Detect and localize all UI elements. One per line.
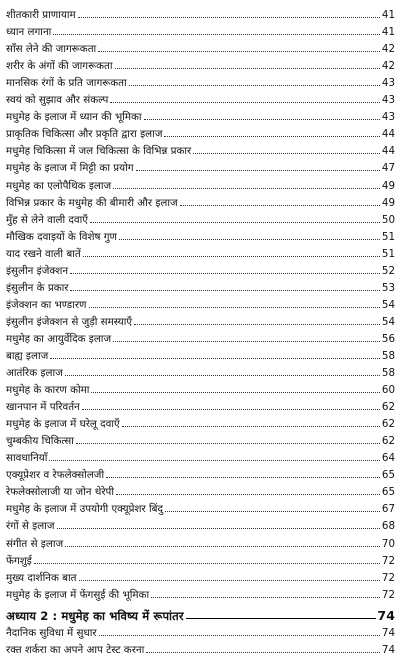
dot-leader bbox=[70, 273, 380, 274]
toc-entry bbox=[6, 345, 395, 362]
toc-entry bbox=[6, 226, 395, 243]
toc-entry-title: मधुमेह के इलाज में ध्यान की भूमिका bbox=[6, 111, 142, 124]
dot-leader bbox=[57, 528, 380, 529]
toc-entry bbox=[6, 362, 395, 379]
dot-leader bbox=[116, 494, 380, 495]
toc-entry bbox=[6, 243, 395, 260]
toc-entry-title: खानपान में परिवर्तन bbox=[6, 401, 80, 414]
toc-entry-title: ध्यान लगाना bbox=[6, 26, 52, 39]
toc-entry-title: मधुमेह का एलोपैथिक इलाज bbox=[6, 179, 112, 192]
toc-page-number: 42 bbox=[381, 60, 395, 73]
toc-entry bbox=[6, 379, 395, 396]
toc-entry-title: साँस लेने की जागरूकता bbox=[6, 43, 97, 56]
dot-leader bbox=[134, 324, 380, 325]
toc-page-number: 51 bbox=[381, 247, 395, 260]
dot-leader bbox=[90, 222, 380, 223]
toc-page-number: 52 bbox=[381, 264, 395, 277]
dot-leader bbox=[70, 290, 380, 291]
dot-leader bbox=[89, 307, 381, 308]
toc-entry-title: रक्त शर्करा का अपने आप टेस्ट करना bbox=[6, 643, 145, 656]
dot-leader bbox=[113, 188, 380, 189]
toc-entry bbox=[6, 55, 395, 72]
toc-entry bbox=[6, 4, 395, 21]
toc-entry-title: इंसुलीन के प्रकार bbox=[6, 281, 69, 294]
toc-entry bbox=[6, 464, 395, 481]
toc-entry-title: मधुमेह के इलाज में घरेलू दवाएँ bbox=[6, 418, 120, 431]
toc-entry bbox=[6, 413, 395, 430]
toc-entry bbox=[6, 311, 395, 328]
toc-page-number: 47 bbox=[381, 162, 395, 175]
toc-entry bbox=[6, 106, 395, 123]
toc-entry-title: इंसुलीन इंजेक्शन से जुड़ी समस्याएँ bbox=[6, 315, 133, 328]
toc-page-number: 49 bbox=[381, 196, 395, 209]
toc-page-number: 67 bbox=[381, 503, 395, 516]
dot-leader bbox=[180, 205, 380, 206]
dot-leader bbox=[151, 597, 380, 598]
toc-page-number: 54 bbox=[381, 298, 395, 311]
toc-entry-title: मधुमेह के इलाज में फेंगसुई की भूमिका bbox=[6, 588, 150, 601]
toc-entry bbox=[6, 396, 395, 413]
toc-page-number: 65 bbox=[381, 469, 395, 482]
toc-page-number: 62 bbox=[381, 435, 395, 448]
toc-entry-title: मधुमेह चिकित्सा में जल चिकित्सा के विभिन्न प्रकार bbox=[6, 145, 192, 158]
toc-page-number: 74 bbox=[381, 626, 395, 639]
toc-entry-title: शरीर के अंगों की जागरूकता bbox=[6, 60, 113, 73]
toc-page-number: 72 bbox=[381, 571, 395, 584]
toc-entry-title: इंजेक्शन का भण्डारण bbox=[6, 298, 87, 311]
toc-page-number: 44 bbox=[381, 128, 395, 141]
toc-entry-title: मधुमेह के इलाज में उपयोगी एक्यूप्रेशर बिंदु bbox=[6, 503, 164, 516]
toc-page-number: 43 bbox=[381, 77, 395, 90]
toc-page-number: 53 bbox=[381, 281, 395, 294]
toc-entry bbox=[6, 260, 395, 277]
toc-entry-title: फेंगशुई bbox=[6, 554, 32, 567]
toc-entry bbox=[6, 174, 395, 191]
toc-entry-title: विभिन्न प्रकार के मधुमेह की बीमारी और इलाज bbox=[6, 196, 178, 209]
dot-leader bbox=[165, 511, 380, 512]
toc-entry-title: रंगों से इलाज bbox=[6, 520, 55, 533]
dot-leader bbox=[129, 85, 380, 86]
toc-entry-title: मौखिक दवाइयों के विशेष गुण bbox=[6, 230, 117, 243]
dot-leader bbox=[122, 426, 380, 427]
toc-page-number: 43 bbox=[381, 111, 395, 124]
dot-leader bbox=[76, 443, 380, 444]
toc-entry bbox=[6, 38, 395, 55]
toc-entry-title: मानसिक रंगों के प्रति जागरूकता bbox=[6, 77, 127, 90]
toc-page-number: 43 bbox=[381, 94, 395, 107]
toc-entry-title: मधुमेह के कारण कोमा bbox=[6, 384, 90, 397]
dot-leader bbox=[110, 102, 380, 103]
dot-leader bbox=[136, 170, 380, 171]
toc-entry bbox=[6, 481, 395, 498]
dot-leader bbox=[53, 34, 380, 35]
dot-leader bbox=[99, 635, 380, 636]
toc-entry-title: याद रखने वाली बातें bbox=[6, 247, 81, 260]
toc-entry-title: मधुमेह के इलाज में मिट्टी का प्रयोग bbox=[6, 162, 134, 175]
toc-entry bbox=[6, 639, 395, 656]
toc-page-number: 41 bbox=[381, 26, 395, 39]
toc-entry bbox=[6, 584, 395, 601]
toc-page-number: 58 bbox=[381, 367, 395, 380]
dot-leader bbox=[146, 652, 380, 653]
toc-page-number: 74 bbox=[381, 643, 395, 656]
dot-leader bbox=[106, 477, 380, 478]
dot-leader bbox=[79, 580, 380, 581]
toc-entry bbox=[6, 140, 395, 157]
dot-leader bbox=[164, 136, 380, 137]
toc-entry bbox=[6, 157, 395, 174]
toc-entry-title: सावधानियाँ bbox=[6, 452, 48, 465]
toc-entry-title: नैदानिक सुविधा में सुधार bbox=[6, 626, 97, 639]
dot-leader bbox=[115, 68, 380, 69]
toc-entry bbox=[6, 123, 395, 140]
toc-page-number: 41 bbox=[381, 9, 395, 22]
dot-leader bbox=[144, 119, 380, 120]
toc-entry-title: इंसुलीन इंजेक्शन bbox=[6, 264, 69, 277]
toc-entry-title: मधुमेह का आयुर्वेदिक इलाज bbox=[6, 332, 112, 345]
toc-page-number: 72 bbox=[381, 554, 395, 567]
dot-leader bbox=[65, 546, 380, 547]
chapter-heading bbox=[6, 601, 395, 622]
toc-entry bbox=[6, 72, 395, 89]
toc-page-number: 58 bbox=[381, 349, 395, 362]
toc-page-number: 49 bbox=[381, 179, 395, 192]
dot-leader bbox=[186, 618, 377, 619]
toc-entry bbox=[6, 567, 395, 584]
toc-page-number: 50 bbox=[381, 213, 395, 226]
toc-entry-title: आतंरिक इलाज bbox=[6, 367, 63, 380]
toc-entry-title: एक्यूप्रेशर व रेफलेक्सोलजी bbox=[6, 469, 105, 482]
toc-page-number: 70 bbox=[381, 537, 395, 550]
toc-page-number: 54 bbox=[381, 315, 395, 328]
dot-leader bbox=[34, 563, 380, 564]
toc-page-number: 62 bbox=[381, 401, 395, 414]
dot-leader bbox=[65, 375, 380, 376]
toc-page-number: 74 bbox=[377, 607, 395, 623]
dot-leader bbox=[50, 358, 380, 359]
dot-leader bbox=[91, 392, 380, 393]
toc-page-number: 72 bbox=[381, 588, 395, 601]
toc-entry bbox=[6, 447, 395, 464]
dot-leader bbox=[193, 153, 380, 154]
toc-entry-title: रेफलेक्सोलाजी या जोन थेरेपी bbox=[6, 486, 115, 499]
toc-page-number: 44 bbox=[381, 145, 395, 158]
toc-entry-title: मुख्य दार्शनिक बात bbox=[6, 571, 77, 584]
toc-entry bbox=[6, 622, 395, 639]
dot-leader bbox=[78, 17, 380, 18]
toc-entry bbox=[6, 21, 395, 38]
toc-entry-title: स्वयं को सुझाव और संकल्प bbox=[6, 94, 109, 107]
toc-entry-title: प्राकृतिक चिकित्सा और प्रकृति द्वारा इलाज bbox=[6, 128, 163, 141]
toc-entry-title: अध्याय 2 : मधुमेह का भविष्य में रूपांतर bbox=[6, 608, 184, 623]
toc-entry-title: चुम्बकीय चिकित्सा bbox=[6, 435, 74, 448]
toc-page-number: 62 bbox=[381, 418, 395, 431]
dot-leader bbox=[113, 341, 380, 342]
toc-entry bbox=[6, 550, 395, 567]
toc-entry bbox=[6, 209, 395, 226]
toc-page-number: 65 bbox=[381, 486, 395, 499]
toc-entry-title: मुँह से लेने वाली दवाएँ bbox=[6, 213, 88, 226]
toc-entry bbox=[6, 532, 395, 549]
toc-entry bbox=[6, 328, 395, 345]
dot-leader bbox=[49, 460, 380, 461]
toc-entry bbox=[6, 192, 395, 209]
toc-page-number: 42 bbox=[381, 43, 395, 56]
dot-leader bbox=[119, 239, 380, 240]
toc-entry-title: बाह्य इलाज bbox=[6, 349, 49, 362]
dot-leader bbox=[98, 51, 380, 52]
toc-entry bbox=[6, 89, 395, 106]
toc-entry bbox=[6, 498, 395, 515]
toc-entry-title: संगीत से इलाज bbox=[6, 537, 64, 550]
toc-entry bbox=[6, 294, 395, 311]
toc-page-number: 51 bbox=[381, 230, 395, 243]
toc-page-number: 64 bbox=[381, 452, 395, 465]
dot-leader bbox=[82, 409, 380, 410]
toc-entry bbox=[6, 515, 395, 532]
toc-page-number: 60 bbox=[381, 384, 395, 397]
toc-page-number: 56 bbox=[381, 332, 395, 345]
toc-entry bbox=[6, 430, 395, 447]
toc-entry-title: शीतकारी प्राणायाम bbox=[6, 9, 76, 22]
toc-page-number: 68 bbox=[381, 520, 395, 533]
toc-entry bbox=[6, 277, 395, 294]
dot-leader bbox=[83, 256, 380, 257]
